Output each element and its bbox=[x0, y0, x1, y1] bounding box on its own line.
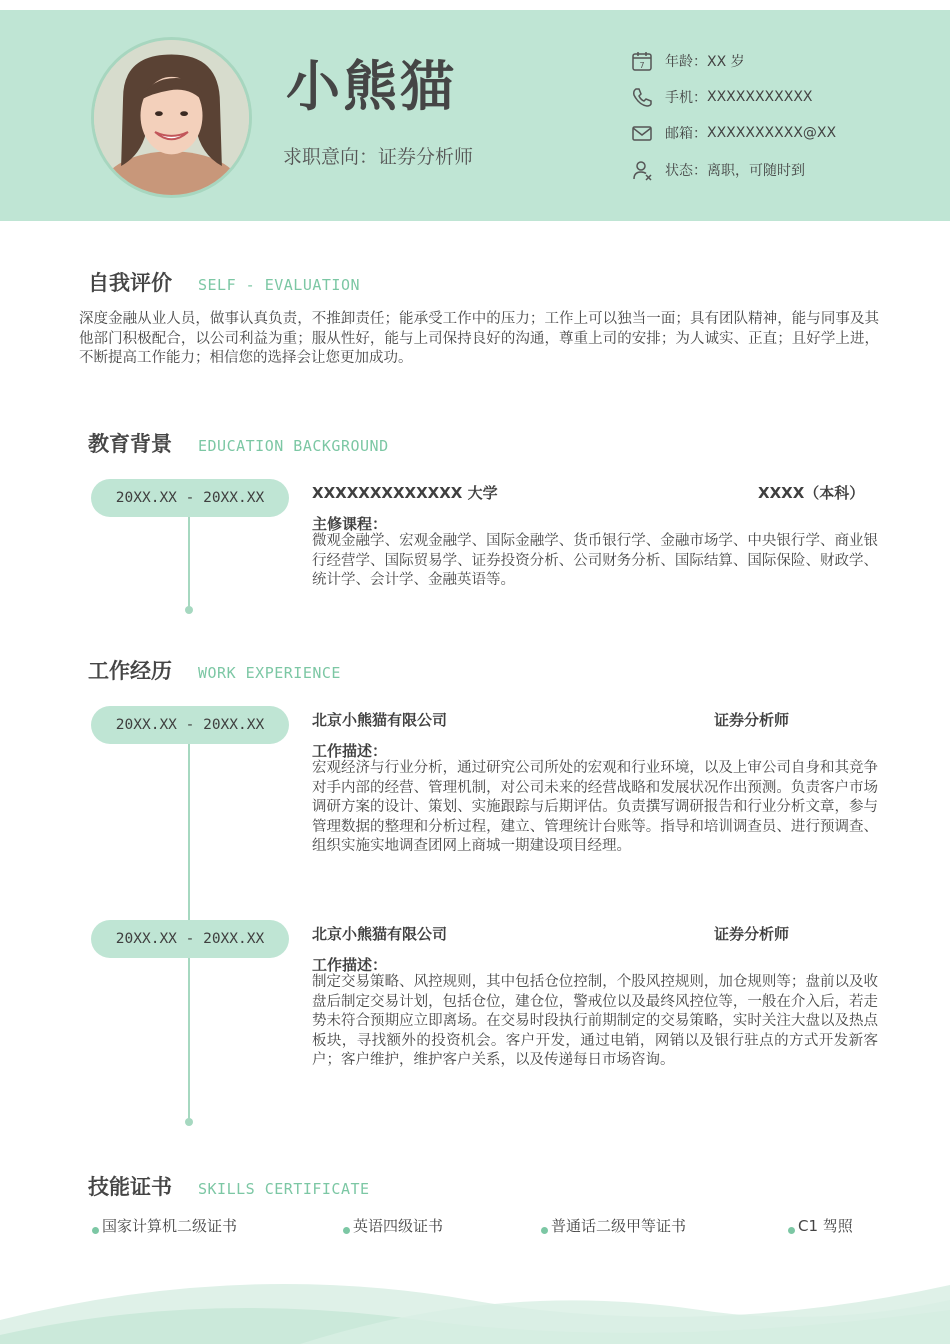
contact-age-label: 年龄： bbox=[665, 54, 707, 70]
contact-email-label: 邮箱： bbox=[665, 126, 707, 142]
skill-item-label: 普通话二级甲等证书 bbox=[551, 1217, 687, 1235]
work-desc-text: 制定交易策略、风控规则，其中包括仓位控制，个股风控规则，加仓规则等；盘前以及收盘后制定交易计划，包括仓位，建仓位，警戒位以及最终风控位等，一般在介入后，若走势未符合预期应立即离场。在交易时段执行前期制定的交易策略，实时关注大盘以及热点板块，寻找额外的投资机会。客户开发，通过电销，网销以及银行驻点的方式开发新客户；客户维护，维护客户关系，以及传递每日市场咨询。 bbox=[312, 974, 878, 1068]
job-intent-value: 证券分析师 bbox=[378, 146, 474, 168]
skill-item bbox=[92, 1215, 237, 1236]
job-intent-label: 求职意向： bbox=[283, 146, 379, 168]
timeline-line-work bbox=[188, 718, 190, 1120]
contact-age-value: XX 岁 bbox=[707, 54, 745, 70]
section-title-work-en: WORK EXPERIENCE bbox=[198, 664, 341, 682]
contact-phone bbox=[631, 85, 931, 109]
skill-item bbox=[788, 1215, 853, 1236]
calendar-icon bbox=[631, 50, 653, 72]
timeline-dot-education bbox=[185, 606, 193, 614]
skill-item-label: 国家计算机二级证书 bbox=[102, 1217, 238, 1235]
candidate-name: 小熊猫 bbox=[286, 55, 457, 118]
work-period-badge: 20XX.XX - 20XX.XX bbox=[91, 706, 289, 744]
education-period-badge: 20XX.XX - 20XX.XX bbox=[91, 479, 289, 517]
section-title-work-cn: 工作经历 bbox=[88, 659, 172, 683]
section-title-skills-cn: 技能证书 bbox=[88, 1175, 172, 1199]
skill-item bbox=[343, 1215, 443, 1236]
work-role: 证券分析师 bbox=[714, 711, 790, 729]
section-title-skills bbox=[88, 1171, 370, 1201]
education-courses-text: 微观金融学、宏观金融学、国际金融学、货币银行学、金融市场学、中央银行学、商业银行经营学、国际贸易学、证券投资分析、公司财务分析、国际结算、国际保险、财政学、统计学、会计学、金融英语等。 bbox=[312, 533, 878, 588]
education-degree: XXXX（本科） bbox=[758, 484, 865, 502]
portrait-image bbox=[94, 40, 249, 195]
section-title-education-cn: 教育背景 bbox=[88, 432, 172, 456]
work-period-badge: 20XX.XX - 20XX.XX bbox=[91, 920, 289, 958]
skill-item bbox=[541, 1215, 686, 1236]
svg-text:7: 7 bbox=[639, 61, 645, 70]
footer-waves bbox=[0, 1240, 950, 1344]
bullet-dot-icon bbox=[92, 1227, 99, 1234]
profile-photo bbox=[91, 37, 252, 198]
work-company: 北京小熊猫有限公司 bbox=[312, 925, 448, 943]
contact-email-value: XXXXXXXXXX@XX bbox=[707, 125, 837, 141]
work-desc-text: 宏观经济与行业分析，通过研究公司所处的宏观和行业环境，以及上审公司自身和其竞争对手内部的经营、管理机制，对公司未来的经营战略和发展状况作出预测。负责客户市场调研方案的设计、策划、实施跟踪与后期评估。负责撰写调研报告和行业分析文章，参与管理数据的整理和分析过程，建立、管理统计台账等。指导和培训调查员、进行预调查、组织实施实地调查团网上商城一期建设项目经理。 bbox=[312, 760, 878, 854]
work-company: 北京小熊猫有限公司 bbox=[312, 711, 448, 729]
section-title-self-cn: 自我评价 bbox=[88, 271, 172, 295]
work-role: 证券分析师 bbox=[714, 925, 790, 943]
job-intent bbox=[283, 145, 473, 170]
section-title-work bbox=[88, 655, 341, 685]
contact-status-label: 状态： bbox=[665, 163, 707, 179]
section-title-self bbox=[88, 267, 360, 297]
contact-phone-value: XXXXXXXXXXX bbox=[707, 89, 813, 105]
self-evaluation-text: 深度金融从业人员，做事认真负责，不推卸责任；能承受工作中的压力；工作上可以独当一面；具有团队精神，能与同事及其他部门积极配合，以公司利益为重；服从性好，能与上司保持良好的沟通，尊重上司的安排；为人诚实、正直；且好学上进，不断提高工作能力；相信您的选择会让您更加成功。 bbox=[79, 311, 879, 366]
bullet-dot-icon bbox=[343, 1227, 350, 1234]
education-courses-label: 主修课程： bbox=[312, 515, 388, 533]
contact-phone-label: 手机： bbox=[665, 90, 707, 106]
work-desc-label: 工作描述： bbox=[312, 956, 388, 974]
bullet-dot-icon bbox=[788, 1227, 795, 1234]
work-desc-label: 工作描述： bbox=[312, 742, 388, 760]
contact-status bbox=[631, 158, 931, 182]
contact-age bbox=[631, 49, 931, 73]
timeline-dot-work bbox=[185, 1118, 193, 1126]
mail-icon bbox=[631, 122, 653, 144]
contact-email bbox=[631, 121, 931, 145]
section-title-skills-en: SKILLS CERTIFICATE bbox=[198, 1180, 370, 1198]
contact-status-value: 离职，可随时到 bbox=[707, 163, 805, 179]
phone-icon bbox=[631, 86, 653, 108]
bullet-dot-icon bbox=[541, 1227, 548, 1234]
section-title-self-en: SELF - EVALUATION bbox=[198, 276, 361, 294]
skill-item-label: 英语四级证书 bbox=[353, 1217, 444, 1235]
section-title-education bbox=[88, 428, 389, 458]
user-status-icon bbox=[631, 159, 653, 181]
section-title-education-en: EDUCATION BACKGROUND bbox=[198, 437, 389, 455]
skill-item-label: C1 驾照 bbox=[798, 1217, 853, 1235]
education-school: XXXXXXXXXXXXX 大学 bbox=[312, 484, 498, 502]
